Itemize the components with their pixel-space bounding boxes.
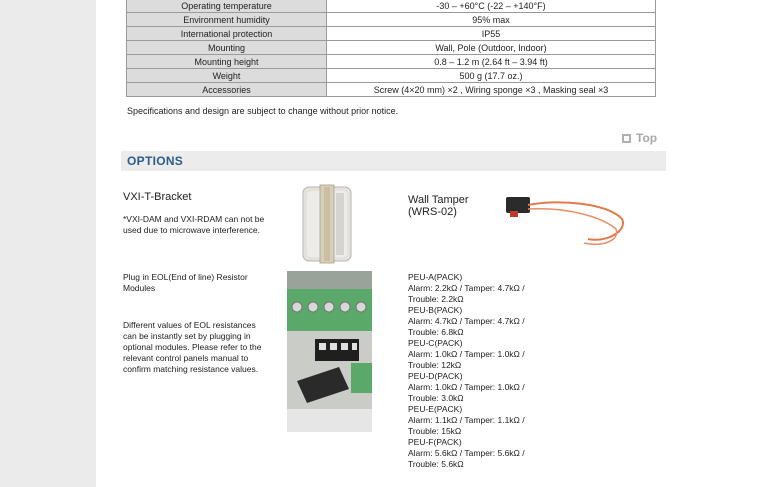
spec-value: Screw (4×20 mm) ×2 , Wiring sponge ×3 , Masking seal ×3 <box>327 83 656 97</box>
eol-desc-line2: can be instantly set by plugging in <box>123 331 251 341</box>
list-item <box>408 272 525 305</box>
spec-value: 95% max <box>327 13 656 27</box>
bracket-note-line2: used due to microwave interference. <box>123 225 261 235</box>
spec-label: Mounting <box>127 41 327 55</box>
spec-notice: Specifications and design are subject to change without prior notice. <box>127 106 399 116</box>
spec-row <box>127 41 656 55</box>
list-item <box>408 404 525 437</box>
spec-row <box>127 55 656 69</box>
top-link-label: Top <box>636 131 658 145</box>
spec-table <box>126 0 656 97</box>
peu-name: PEU-C(PACK) <box>408 338 463 348</box>
peu-name: PEU-E(PACK) <box>408 404 463 414</box>
eol-title-line2: Modules <box>123 283 156 293</box>
peu-trouble: Trouble: 15kΩ <box>408 426 462 436</box>
options-title: OPTIONS <box>127 154 184 168</box>
peu-trouble: Trouble: 2.2kΩ <box>408 294 464 304</box>
eol-desc-line4: relevant control panels manual to <box>123 353 249 363</box>
spec-row <box>127 0 656 13</box>
spec-value: 0.8 – 1.2 m (2.64 ft – 3.94 ft) <box>327 55 656 69</box>
peu-values: Alarm: 2.2kΩ / Tamper: 4.7kΩ / <box>408 283 525 293</box>
back-to-top-link[interactable] <box>622 131 657 145</box>
peu-trouble: Trouble: 3.0kΩ <box>408 393 464 403</box>
eol-desc-line5: confirm matching resistance values. <box>123 364 259 374</box>
eol-desc-line1: Different values of EOL resistances <box>123 320 256 330</box>
spec-label: Mounting height <box>127 55 327 69</box>
peu-trouble: Trouble: 5.6kΩ <box>408 459 464 469</box>
bracket-note-line1: *VXI-DAM and VXI-RDAM can not be <box>123 214 265 224</box>
square-bullet-icon <box>622 134 631 143</box>
spec-label: International protection <box>127 27 327 41</box>
spec-label: Environment humidity <box>127 13 327 27</box>
spec-value: Wall, Pole (Outdoor, Indoor) <box>327 41 656 55</box>
spec-label: Operating temperature <box>127 0 327 13</box>
peu-name: PEU-D(PACK) <box>408 371 463 381</box>
peu-trouble: Trouble: 12kΩ <box>408 360 462 370</box>
spec-value: IP55 <box>327 27 656 41</box>
spec-label: Weight <box>127 69 327 83</box>
eol-module-product-image <box>287 271 372 432</box>
eol-title-line1: Plug in EOL(End of line) Resistor <box>123 272 248 282</box>
options-header <box>121 151 666 171</box>
spec-row <box>127 13 656 27</box>
wall-tamper-product-image <box>498 185 628 265</box>
left-gutter <box>0 0 96 487</box>
eol-desc-line3: optional modules. Please refer to the <box>123 342 262 352</box>
spec-row <box>127 83 656 97</box>
list-item <box>408 371 525 404</box>
peu-values: Alarm: 5.6kΩ / Tamper: 5.6kΩ / <box>408 448 525 458</box>
spec-row <box>127 69 656 83</box>
bracket-title: VXI-T-Bracket <box>123 191 192 203</box>
bracket-product-image <box>300 183 354 265</box>
spec-value: 500 g (17.7 oz.) <box>327 69 656 83</box>
right-gutter <box>681 0 772 487</box>
peu-values: Alarm: 4.7kΩ / Tamper: 4.7kΩ / <box>408 316 525 326</box>
list-item <box>408 305 525 338</box>
peu-name: PEU-F(PACK) <box>408 437 462 447</box>
spec-label: Accessories <box>127 83 327 97</box>
peu-values: Alarm: 1.0kΩ / Tamper: 1.0kΩ / <box>408 349 525 359</box>
peu-pack-list <box>408 272 525 470</box>
tamper-title-line2: (WRS-02) <box>408 206 457 218</box>
peu-name: PEU-A(PACK) <box>408 272 463 282</box>
peu-values: Alarm: 1.1kΩ / Tamper: 1.1kΩ / <box>408 415 525 425</box>
spec-value: -30 – +60°C (-22 – +140°F) <box>327 0 656 13</box>
tamper-title-line1: Wall Tamper <box>408 194 469 206</box>
peu-trouble: Trouble: 6.8kΩ <box>408 327 464 337</box>
spec-row <box>127 27 656 41</box>
list-item <box>408 338 525 371</box>
peu-name: PEU-B(PACK) <box>408 305 463 315</box>
peu-values: Alarm: 1.0kΩ / Tamper: 1.0kΩ / <box>408 382 525 392</box>
list-item <box>408 437 525 470</box>
